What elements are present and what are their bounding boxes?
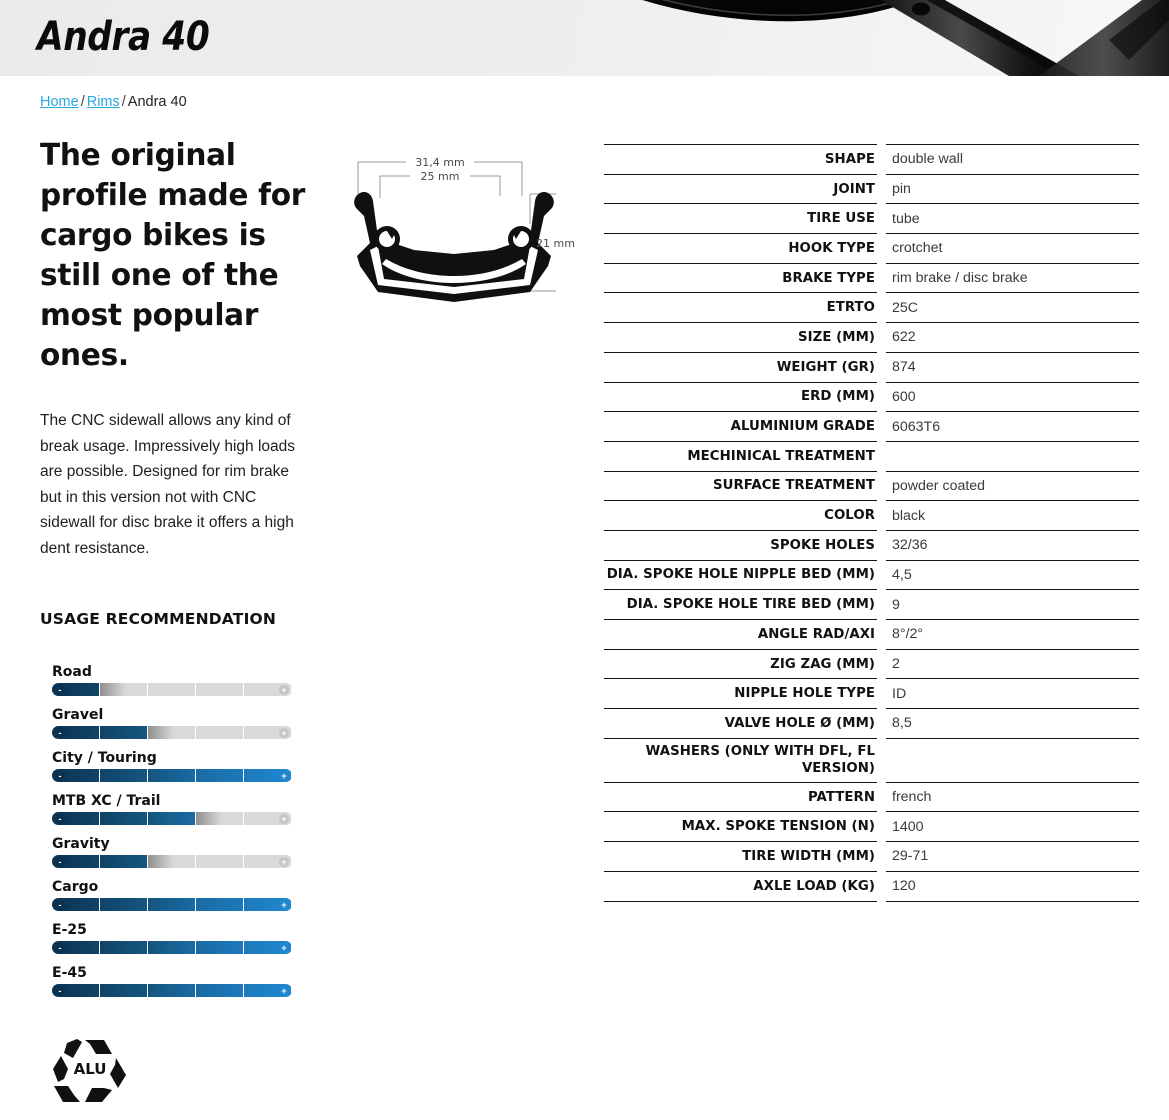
breadcrumb-separator-2: / [121, 94, 126, 110]
usage-meter-segment [148, 941, 196, 954]
usage-meter-minus-icon[interactable]: - [55, 728, 65, 738]
page-header [0, 0, 1169, 76]
usage-label: Gravity [52, 836, 110, 852]
spec-row [604, 145, 1139, 175]
usage-meter-segment [100, 898, 148, 911]
usage-item [52, 879, 294, 911]
spec-row [604, 738, 1139, 782]
spec-key: MECHINICAL TREATMENT [604, 441, 877, 471]
usage-meter-segment [100, 855, 148, 868]
spec-value: 8,5 [886, 709, 1139, 739]
spec-value: tube [886, 204, 1139, 234]
usage-meter-plus-icon[interactable]: + [279, 986, 289, 996]
usage-meter-plus-icon[interactable]: + [279, 814, 289, 824]
usage-item [52, 793, 294, 825]
spec-row [604, 530, 1139, 560]
spec-column-gap [877, 441, 886, 471]
usage-meter-plus-icon[interactable]: + [279, 900, 289, 910]
spec-key: SIZE (MM) [604, 323, 877, 353]
usage-meter[interactable] [52, 941, 292, 954]
usage-meter-plus-icon[interactable]: + [279, 728, 289, 738]
specifications-table [604, 144, 1139, 902]
spec-column-gap [877, 204, 886, 234]
usage-meter-plus-icon[interactable]: + [279, 685, 289, 695]
spec-value: 32/36 [886, 530, 1139, 560]
spec-key: TIRE USE [604, 204, 877, 234]
spec-row [604, 590, 1139, 620]
usage-meter[interactable] [52, 726, 292, 739]
alu-label: ALU [73, 1060, 107, 1078]
usage-meter[interactable] [52, 898, 292, 911]
usage-item [52, 965, 294, 997]
usage-meter-segment [100, 726, 148, 739]
spec-row [604, 501, 1139, 531]
spec-key: ANGLE RAD/AXI [604, 620, 877, 650]
spec-key: WEIGHT (GR) [604, 352, 877, 382]
usage-meter-minus-icon[interactable]: - [55, 771, 65, 781]
spec-key: AXLE LOAD (KG) [604, 871, 877, 901]
usage-meter-segment [148, 898, 196, 911]
usage-label: Gravel [52, 707, 104, 723]
spec-row [604, 782, 1139, 812]
spec-column-gap [877, 842, 886, 872]
usage-meter-segment [196, 726, 244, 739]
page-title: Andra 40 [37, 14, 210, 60]
spec-key: HOOK TYPE [604, 234, 877, 264]
usage-item [52, 750, 294, 782]
spec-value: 874 [886, 352, 1139, 382]
spec-key: NIPPLE HOLE TYPE [604, 679, 877, 709]
spec-row [604, 709, 1139, 739]
spec-column-gap [877, 560, 886, 590]
usage-item [52, 922, 294, 954]
usage-meter-plus-icon[interactable]: + [279, 943, 289, 953]
spec-column-gap [877, 620, 886, 650]
usage-item [52, 664, 294, 696]
spec-key: DIA. SPOKE HOLE TIRE BED (MM) [604, 590, 877, 620]
intro-lede: The original profile made for cargo bikes is still one of the most popular ones. [40, 138, 306, 373]
usage-meter-segment [196, 812, 244, 825]
usage-meter-segment [100, 683, 148, 696]
usage-meter-plus-icon[interactable]: + [279, 857, 289, 867]
spec-value: 120 [886, 871, 1139, 901]
usage-meter-segment [100, 812, 148, 825]
usage-label: E-25 [52, 922, 87, 938]
usage-meter[interactable] [52, 984, 292, 997]
usage-recommendation-list [52, 664, 294, 1008]
usage-meter-minus-icon[interactable]: - [55, 857, 65, 867]
spec-column-gap [877, 174, 886, 204]
usage-meter-segment [196, 855, 244, 868]
spec-row [604, 649, 1139, 679]
specifications-body [604, 145, 1139, 902]
spec-value: 8°/2° [886, 620, 1139, 650]
dim-height: 21 mm [536, 237, 575, 250]
usage-meter-plus-icon[interactable]: + [279, 771, 289, 781]
spec-column-gap [877, 352, 886, 382]
usage-meter-segment [196, 898, 244, 911]
spec-row [604, 842, 1139, 872]
spec-key: SURFACE TREATMENT [604, 471, 877, 501]
usage-meter-segment [196, 683, 244, 696]
spec-row [604, 679, 1139, 709]
breadcrumb-separator: / [80, 94, 85, 110]
usage-meter-minus-icon[interactable]: - [55, 814, 65, 824]
spec-row [604, 620, 1139, 650]
usage-meter-minus-icon[interactable]: - [55, 986, 65, 996]
spec-value: 622 [886, 323, 1139, 353]
spec-value: powder coated [886, 471, 1139, 501]
spec-key: SHAPE [604, 145, 877, 175]
spec-key: WASHERS (ONLY WITH DFL, FL VERSION) [604, 738, 877, 782]
spec-column-gap [877, 234, 886, 264]
usage-recommendation-title: USAGE RECOMMENDATION [40, 610, 277, 628]
breadcrumb-current: Andra 40 [127, 94, 187, 110]
spec-key: ZIG ZAG (MM) [604, 649, 877, 679]
usage-meter-minus-icon[interactable]: - [55, 900, 65, 910]
spec-value: 6063T6 [886, 412, 1139, 442]
usage-meter[interactable] [52, 769, 292, 782]
spec-column-gap [877, 145, 886, 175]
spec-column-gap [877, 679, 886, 709]
spec-row [604, 293, 1139, 323]
usage-meter-segment [148, 855, 196, 868]
usage-item [52, 707, 294, 739]
spec-row [604, 263, 1139, 293]
spec-value: crotchet [886, 234, 1139, 264]
spec-key: PATTERN [604, 782, 877, 812]
usage-item [52, 836, 294, 868]
spec-value: 29-71 [886, 842, 1139, 872]
spec-column-gap [877, 323, 886, 353]
usage-meter-segment [196, 941, 244, 954]
spec-column-gap [877, 530, 886, 560]
spec-row [604, 441, 1139, 471]
usage-meter[interactable] [52, 855, 292, 868]
spec-value: ID [886, 679, 1139, 709]
spec-column-gap [877, 382, 886, 412]
breadcrumb-link-rims[interactable]: Rims [86, 94, 120, 110]
spec-row [604, 382, 1139, 412]
spec-value: 9 [886, 590, 1139, 620]
usage-label: E-45 [52, 965, 87, 981]
spec-key: BRAKE TYPE [604, 263, 877, 293]
usage-meter-segment [148, 984, 196, 997]
spec-key: VALVE HOLE Ø (MM) [604, 709, 877, 739]
spec-value: pin [886, 174, 1139, 204]
spec-column-gap [877, 263, 886, 293]
spec-row [604, 871, 1139, 901]
spec-key: ALUMINIUM GRADE [604, 412, 877, 442]
usage-label: Road [52, 664, 92, 680]
dim-inner-width: 25 mm [420, 170, 460, 183]
spec-value: 1400 [886, 812, 1139, 842]
rim-profile-diagram [344, 146, 576, 311]
spec-value: black [886, 501, 1139, 531]
usage-meter-segment [148, 726, 196, 739]
usage-meter-segment [196, 984, 244, 997]
spec-column-gap [877, 709, 886, 739]
rim-hero-image [609, 0, 1169, 76]
usage-meter[interactable] [52, 683, 292, 696]
spec-column-gap [877, 871, 886, 901]
usage-label: City / Touring [52, 750, 157, 766]
usage-meter-segment [100, 941, 148, 954]
spec-key: DIA. SPOKE HOLE NIPPLE BED (MM) [604, 560, 877, 590]
intro-column [40, 136, 316, 561]
usage-meter-segment [148, 769, 196, 782]
spec-row [604, 560, 1139, 590]
usage-label: MTB XC / Trail [52, 793, 161, 809]
spec-key: ERD (MM) [604, 382, 877, 412]
spec-key: SPOKE HOLES [604, 530, 877, 560]
breadcrumb [40, 94, 187, 110]
spec-value: 600 [886, 382, 1139, 412]
usage-meter-minus-icon[interactable]: - [55, 685, 65, 695]
spec-column-gap [877, 412, 886, 442]
usage-label: Cargo [52, 879, 99, 895]
breadcrumb-link-home[interactable]: Home [40, 94, 79, 110]
spec-column-gap [877, 590, 886, 620]
spec-column-gap [877, 782, 886, 812]
usage-meter-segment [196, 769, 244, 782]
usage-meter[interactable] [52, 812, 292, 825]
spec-column-gap [877, 501, 886, 531]
dim-outer-width: 31,4 mm [415, 156, 465, 169]
spec-row [604, 174, 1139, 204]
usage-meter-segment [148, 812, 196, 825]
spec-value: 25C [886, 293, 1139, 323]
spec-row [604, 204, 1139, 234]
spec-column-gap [877, 293, 886, 323]
spec-column-gap [877, 812, 886, 842]
spec-key: JOINT [604, 174, 877, 204]
intro-body: The CNC sidewall allows any kind of break usage. Impressively high loads are possible. Designed for rim brake but in this version not with CNC sidewall for disc brake it offers a high dent resistance. [40, 412, 296, 557]
spec-key: ETRTO [604, 293, 877, 323]
spec-column-gap [877, 738, 886, 782]
usage-meter-segment [100, 984, 148, 997]
spec-column-gap [877, 649, 886, 679]
usage-meter-minus-icon[interactable]: - [55, 943, 65, 953]
spec-value [886, 441, 1139, 471]
spec-column-gap [877, 471, 886, 501]
spec-value: 4,5 [886, 560, 1139, 590]
spec-value: 2 [886, 649, 1139, 679]
alu-recycling-icon [52, 1038, 128, 1104]
spec-value: double wall [886, 145, 1139, 175]
spec-value: rim brake / disc brake [886, 263, 1139, 293]
usage-meter-segment [100, 769, 148, 782]
spec-key: MAX. SPOKE TENSION (N) [604, 812, 877, 842]
spec-row [604, 352, 1139, 382]
spec-key: TIRE WIDTH (MM) [604, 842, 877, 872]
spec-row [604, 234, 1139, 264]
spec-row [604, 471, 1139, 501]
spec-row [604, 323, 1139, 353]
spec-value: french [886, 782, 1139, 812]
spec-row [604, 812, 1139, 842]
usage-meter-segment [148, 683, 196, 696]
spec-row [604, 412, 1139, 442]
spec-value [886, 738, 1139, 782]
spec-key: COLOR [604, 501, 877, 531]
